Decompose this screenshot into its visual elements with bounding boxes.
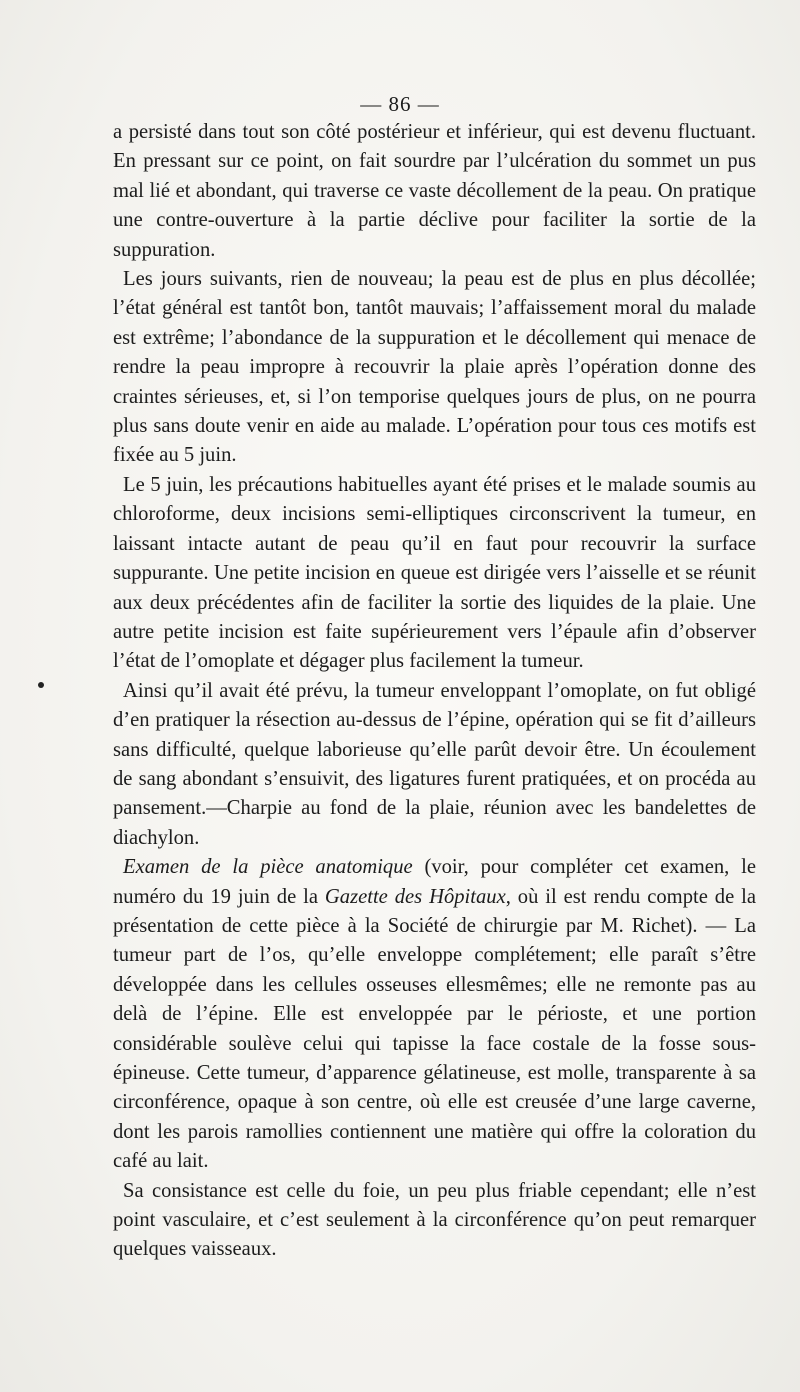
paragraph: Ainsi qu’il avait été prévu, la tumeur enveloppant l’omoplate, on fut obligé d’en pratiquer la résection au-dessus de l’épine, opération qui se fit d’ailleurs sans difficulté, quelque laborieuse qu’elle parût devoir être. Un écoulement de sang abondant s’ensuivit, des ligatures furent pratiquées, et on procéda au pansement.—Charpie au fond de la plaie, réunion avec les bandelettes de diachylon. <box>113 679 756 849</box>
ink-speck <box>38 682 44 688</box>
paragraph <box>113 853 756 1176</box>
paragraph: Sa consistance est celle du foie, un peu plus friable cependant; elle n’est point vasculaire, et c’est seulement à la circonférence qu’on peut remarquer quelques vaisseaux. <box>113 1179 756 1261</box>
section-heading-italic: Examen de la pièce anatomique <box>123 856 413 879</box>
paragraph: Le 5 juin, les précautions habituelles ayant été prises et le malade soumis au chloroforme, deux incisions semi-elliptiques circonscrivent la tumeur, en laissant intacte autant de peau qu’il en faut pour recouvrir la surface suppurante. Une petite incision en queue est dirigée vers l’aisselle et se réunit aux deux précédentes afin de faciliter la sortie des liquides de la plaie. Une autre petite incision est faite supérieurement vers l’épaule afin d’observer l’état de l’omoplate et dégager plus facilement la tumeur. <box>113 473 756 673</box>
paragraph: a persisté dans tout son côté postérieur et inférieur, qui est devenu fluctuant. En pressant sur ce point, on fait sourdre par l’ulcération du sommet un pus mal lié et abondant, qui traverse ce vaste décollement de la peau. On pratique une contre-ouverture à la partie déclive pour faciliter la sortie de la suppuration. <box>113 121 756 261</box>
paragraph: Les jours suivants, rien de nouveau; la peau est de plus en plus décollée; l’état général est tantôt bon, tantôt mauvais; l’affaissement moral du malade est extrême; l’abondance de la suppuration et le décollement qui menace de rendre la peau impropre à recouvrir la plaie après l’opération donne des craintes sérieuses, et, si l’on temporise quelques jours de plus, on ne pourra plus sans doute venir en aide au malade. L’opération pour tous ces motifs est fixée au 5 juin. <box>113 268 756 467</box>
page-number: — 86 — <box>360 92 440 116</box>
paragraph-text: , où il est rendu compte de la présentation de cette pièce à la Société de chirurgie par M. Richet). — La tumeur part de l’os, qu’elle enveloppe complétement; elle paraît s’être développée dans les cellules osseuses ellesmêmes; elle ne remonte pas au delà de l’épine. Elle est enveloppée par le périoste, et une portion considérable soulève celui qui tapisse la face costale de la fosse sous-épineuse. Cette tumeur, d’apparence gélatineuse, est molle, transparente à sa circonférence, opaque à son centre, où elle est creusée d’une large caverne, dont les parois ramollies contiennent une matière qui offre la coloration du café au lait. <box>113 885 756 1173</box>
journal-title-italic: Gazette des Hôpitaux <box>324 885 506 908</box>
paragraph-text: (voir, pour compléter cet examen, le numéro du 19 juin de la <box>113 856 756 908</box>
body-text <box>113 118 756 1265</box>
